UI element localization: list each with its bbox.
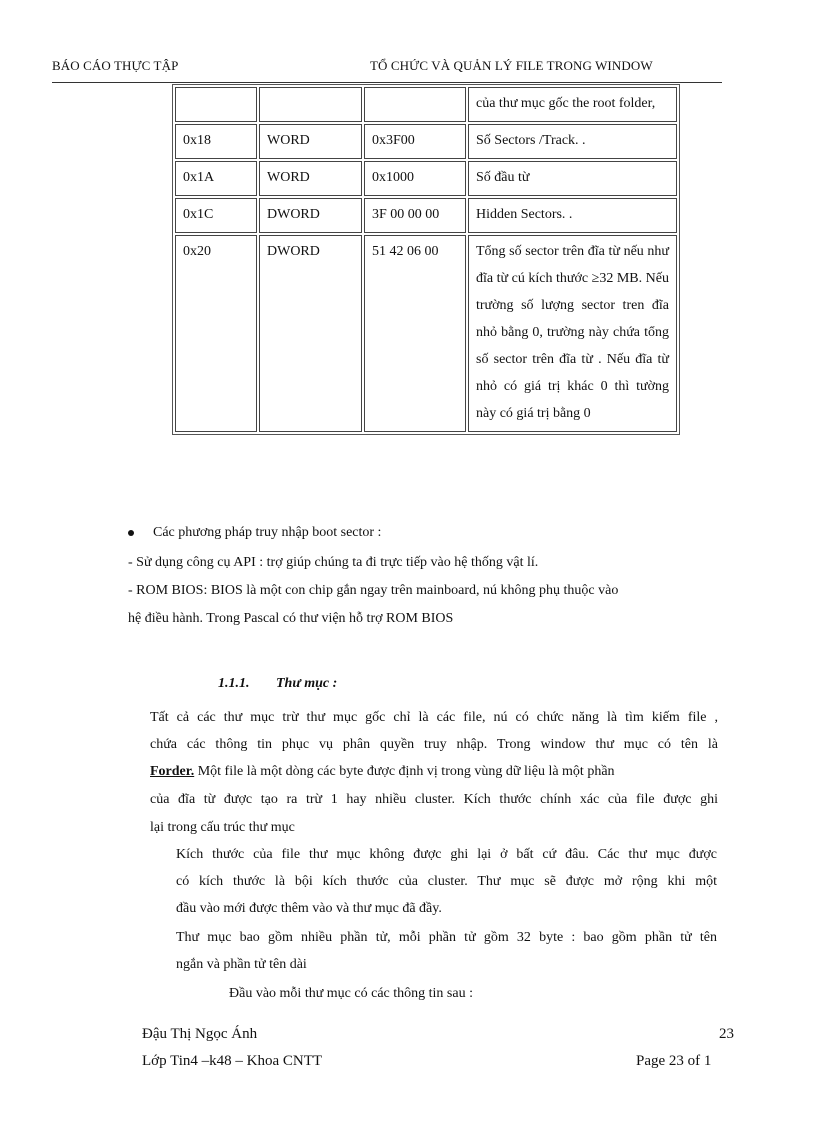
table-cell-offset: 0x1C — [175, 198, 257, 233]
table-row — [175, 87, 677, 122]
footer-page-of: Page 23 of 1 — [636, 1053, 712, 1069]
table-row — [175, 235, 677, 432]
table-row — [175, 198, 677, 233]
table-row — [175, 161, 677, 196]
running-header-left: BÁO CÁO THỰC TẬP — [52, 58, 179, 73]
table-cell-offset: 0x20 — [175, 235, 257, 432]
paragraph-line: có kích thước là bội kích thước của cluster. Thư mục sẽ được mở rộng khi một — [176, 874, 717, 889]
table-cell-size: WORD — [259, 124, 362, 159]
table-cell-size — [259, 87, 362, 122]
running-header-right: TỔ CHỨC VÀ QUẢN LÝ FILE TRONG WINDOW — [370, 58, 653, 73]
table-cell-description: của thư mục gốc the root folder, — [468, 87, 677, 122]
table-cell-value — [364, 87, 466, 122]
table-cell-value: 0x1000 — [364, 161, 466, 196]
paragraph-line: - ROM BIOS: BIOS là một con chip gắn ngay trên mainboard, nú không phụ thuộc vào — [128, 583, 619, 598]
paragraph-line: Thư mục bao gồm nhiều phần tử, mỗi phần tử gồm 32 byte : bao gồm phần tử tên — [176, 930, 717, 945]
paragraph-text: Một file là một dòng các byte được định vị trong vùng dữ liệu là một phần — [194, 764, 615, 779]
forder-term: Forder. — [150, 764, 195, 779]
boot-sector-table — [172, 84, 680, 435]
footer-author: Đậu Thị Ngọc Ánh — [142, 1026, 258, 1042]
table-cell-description: Số đầu từ — [468, 161, 677, 196]
table-cell-value: 51 42 06 00 — [364, 235, 466, 432]
footer-class-info: Lớp Tin4 –k48 – Khoa CNTT — [142, 1053, 323, 1069]
section-number: 1.1.1. — [218, 676, 250, 691]
table-cell-offset — [175, 87, 257, 122]
footer-page-number: 23 — [719, 1026, 734, 1042]
paragraph-line: chứa các thông tin phục vụ phân quyền truy nhập. Trong window thư mục có tên là — [150, 737, 718, 752]
paragraph-line: lại trong cấu trúc thư mục — [150, 820, 295, 835]
paragraph-line: hệ điều hành. Trong Pascal có thư viện hỗ trợ ROM BIOS — [128, 611, 454, 626]
table-cell-value: 0x3F00 — [364, 124, 466, 159]
paragraph-line: Đầu vào mỗi thư mục có các thông tin sau : — [229, 986, 473, 1001]
paragraph-line: đầu vào mới được thêm vào và thư mục đã đầy. — [176, 901, 442, 916]
paragraph-line: của đĩa từ được tạo ra trừ 1 hay nhiều cluster. Kích thước chính xác của file được ghi — [150, 792, 718, 807]
section-title: Thư mục : — [276, 676, 338, 691]
paragraph-line: - Sử dụng công cụ API : trợ giúp chúng ta đi trực tiếp vào hệ thống vật lí. — [128, 555, 539, 570]
bullet-text: Các phương pháp truy nhập boot sector : — [153, 525, 382, 540]
table-cell-size: DWORD — [259, 198, 362, 233]
paragraph-line: Kích thước của file thư mục không được ghi lại ở bất cứ đâu. Các thư mục được — [176, 847, 717, 862]
table-cell-description: Tổng số sector trên đĩa từ nếu như đĩa từ cú kích thước ≥32 MB. Nếu trường số lượng sector tren đĩa nhỏ bằng 0, trường này chứa tổng số sector trên đĩa từ . Nếu đĩa từ nhỏ có giá trị khác 0 thì tường này có giá trị bằng 0 — [468, 235, 677, 432]
paragraph-line — [150, 764, 615, 780]
table-cell-description: Số Sectors /Track. . — [468, 124, 677, 159]
header-rule — [52, 82, 722, 83]
table-cell-value: 3F 00 00 00 — [364, 198, 466, 233]
table-cell-offset: 0x18 — [175, 124, 257, 159]
section-heading — [218, 676, 337, 692]
paragraph-line: Tất cả các thư mục trừ thư mục gốc chỉ là các file, nú có chức năng là tìm kiếm file , — [150, 710, 718, 725]
table-row — [175, 124, 677, 159]
bullet-icon — [128, 530, 134, 536]
table-cell-description: Hidden Sectors. . — [468, 198, 677, 233]
paragraph-line: ngắn và phần tử tên dài — [176, 957, 307, 972]
table-cell-size: DWORD — [259, 235, 362, 432]
table-cell-offset: 0x1A — [175, 161, 257, 196]
table-cell-size: WORD — [259, 161, 362, 196]
